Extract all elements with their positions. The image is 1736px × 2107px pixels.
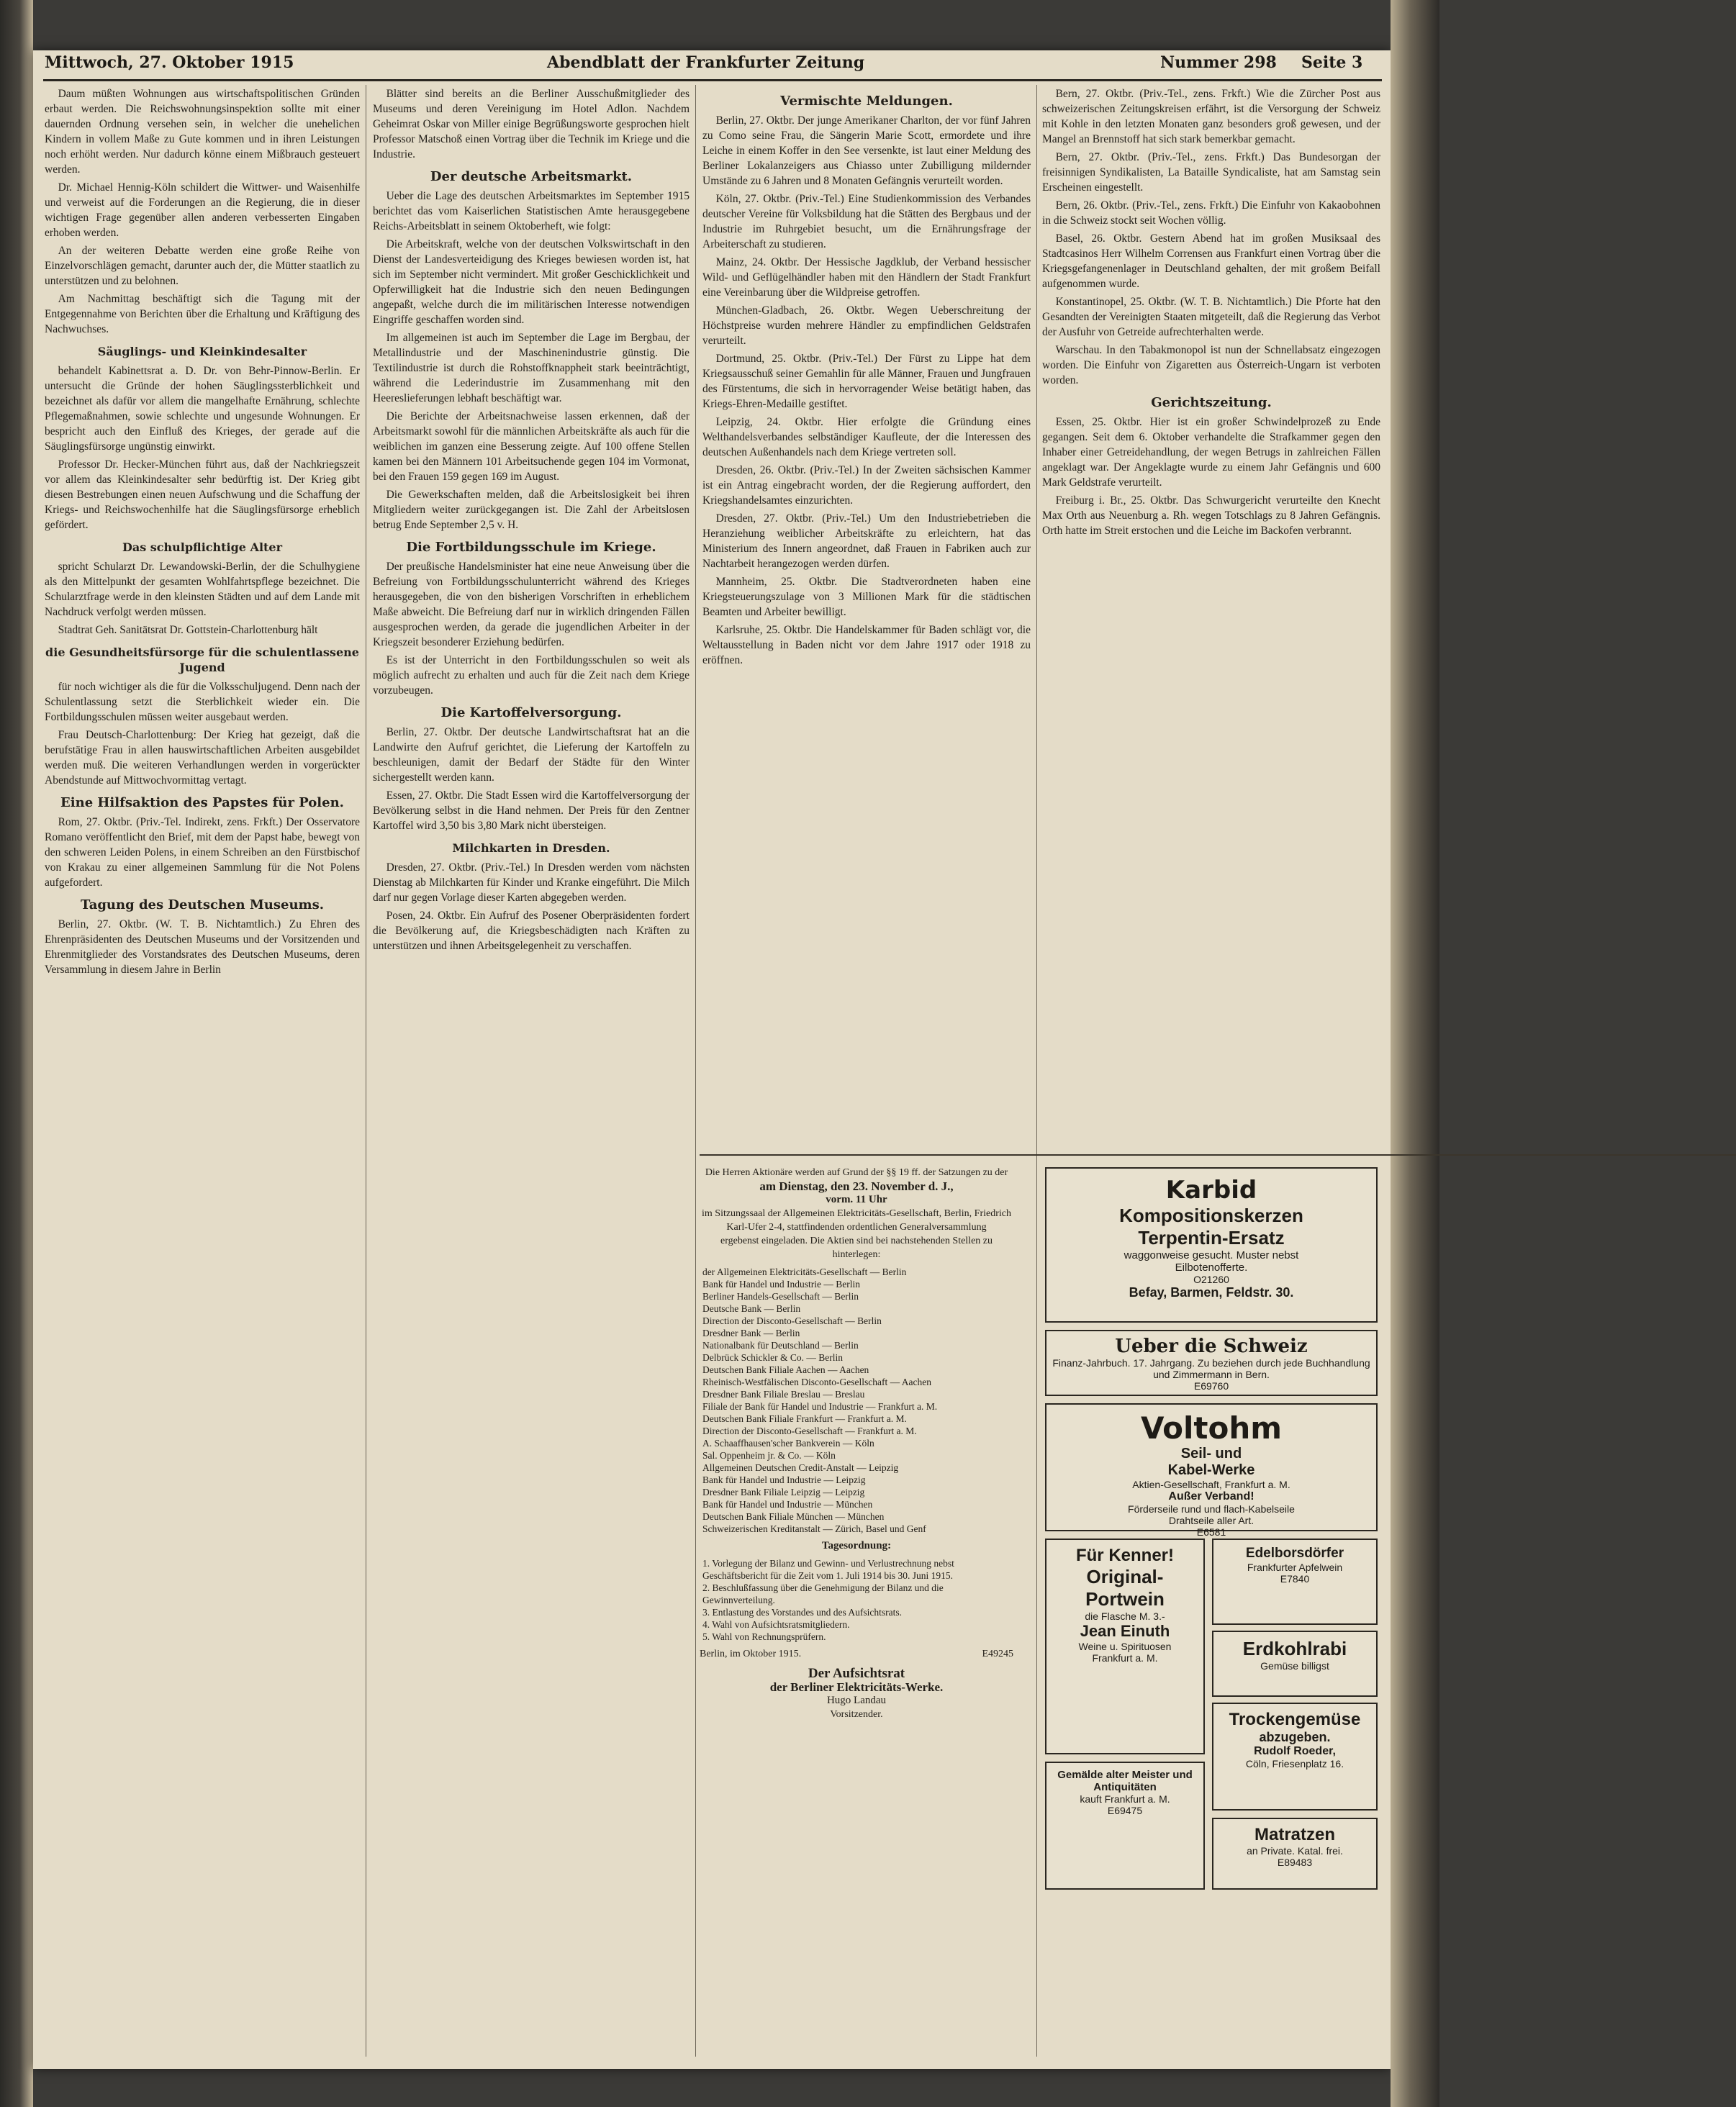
ad-text: Rudolf Roeder,	[1254, 1745, 1336, 1757]
article-headline: Tagung des Deutschen Museums.	[81, 897, 324, 912]
advertisement-edelborsdorfer	[1212, 1539, 1378, 1625]
paragraph: Im allgemeinen ist auch im September die Lage im Bergbau, der Metallindustrie und der Maschinenindustrie günstig. Die Textilindustrie ist durch die Rohstoffknappheit stark beeinträchtigt, während die Lederindustrie im Zusammenhang mit den Heereslieferungen lebhaft beschäftigt war.	[373, 332, 690, 404]
paragraph: Die Arbeitskraft, welche von der deutschen Volkswirtschaft in den Dienst der Landesverteidigung des Krieges bewiesen worden ist, hat sich im September nicht vermindert. Mit großer Geschicklichkeit und Opferwilligkeit hat die Industrie sich den neuen Bedingungen angepaßt, welche durch die im militärischen Interesse notwendigen Eingriffe geschaffen worden sind.	[373, 238, 690, 326]
paragraph: Bern, 27. Oktbr. (Priv.-Tel., zens. Frkft.) Das Bundesorgan der freisinnigen Syndikalisten, La Bataille Syndicaliste, hat am Samstag sein Erscheinen eingestellt.	[1042, 151, 1380, 194]
section-heading: Milchkarten in Dresden.	[452, 841, 610, 855]
ad-code: E6581	[1196, 1526, 1226, 1538]
paragraph: Rom, 27. Oktbr. (Priv.-Tel. Indirekt, zens. Frkft.) Der Osservatore Romano veröffentlicht den Brief, mit dem der Papst habe, bewegt von den schweren Leiden Polens, in einem Schreiben an den Fürstbischof von Krakau zu einer allgemeinen Sammlung für die Not Polens aufgefordert.	[45, 816, 360, 889]
ad-code: O21260	[1193, 1274, 1229, 1285]
paragraph: Die Gewerkschaften melden, daß die Arbeitslosigkeit bei ihren Mitgliedern weiter zurückgegangen ist. Die Zahl der Arbeitslosen betrug Ende September 2,5 v. H.	[373, 489, 690, 531]
header-page: Seite 3	[1301, 53, 1363, 72]
ad-text: abzugeben.	[1259, 1730, 1331, 1744]
shareholders-notice	[700, 1166, 1013, 1885]
paragraph: Berlin, 27. Oktbr. Der deutsche Landwirtschaftsrat hat an die Landwirte den Aufruf gerichtet, die Lieferung der Kartoffeln zu beschleunigen, damit der Bedarf der Städte für den Winter sichergestellt werden kann.	[373, 726, 690, 784]
ad-text: Portwein	[1085, 1588, 1165, 1610]
signer-name: Hugo Landau	[826, 1695, 887, 1706]
paragraph: Freiburg i. Br., 25. Oktbr. Das Schwurgericht verurteilte den Knecht Max Orth aus Neuenburg a. Rh. wegen Totschlags zu 8 Jahren Gefängnis. Orth hatte im Streit erstochen und die Leiche im Backofen verbrannt.	[1042, 494, 1380, 537]
article-headline: Die Fortbildungsschule im Kriege.	[406, 540, 656, 555]
paragraph: München-Gladbach, 26. Oktbr. Wegen Ueberschreitung der Höchstpreise wurden mehrere Händler zu empfindlichen Geldstrafen verurteilt.	[702, 304, 1031, 347]
bank-item: Direction der Disconto-Gesellschaft — Berlin	[702, 1315, 882, 1326]
ad-text: Aktien-Gesellschaft, Frankfurt a. M.	[1132, 1479, 1290, 1490]
column-divider	[695, 85, 696, 2057]
ad-text: Frankfurter Apfelwein	[1247, 1562, 1343, 1573]
bank-item: Schweizerischen Kreditanstalt — Zürich, Basel und Genf	[702, 1523, 926, 1534]
ad-text: Finanz-Jahrbuch. 17. Jahrgang. Zu beziehen durch jede Buchhandlung und Zimmermann in Bern.	[1052, 1357, 1370, 1380]
paragraph: Leipzig, 24. Oktbr. Hier erfolgte die Gründung eines Welthandelsverbandes selbständiger Kaufleute, der die Interessen des deutschen Außenhandels nach dem Kriege vertreten soll.	[702, 416, 1031, 458]
ad-text: Kompositionskerzen	[1119, 1205, 1303, 1226]
paragraph: Dresden, 27. Oktbr. (Priv.-Tel.) Um den Industriebetrieben die Heranziehung weiblicher Arbeitskräfte zu erleichtern, hat das Ministerium des Innern angeordnet, daß Frauen in Fabriken auch zur Nachtarbeit herangezogen werden dürfen.	[702, 512, 1031, 570]
ad-text: an Private. Katal. frei.	[1247, 1845, 1343, 1857]
advertisement-karbid	[1045, 1167, 1378, 1323]
article-headline: Der deutsche Arbeitsmarkt.	[430, 169, 633, 184]
ad-text: Gemüse billigst	[1260, 1660, 1329, 1672]
ad-address: Cöln, Friesenplatz 16.	[1245, 1758, 1344, 1770]
bank-item: Direction der Disconto-Gesellschaft — Frankfurt a. M.	[702, 1426, 917, 1436]
paragraph: Basel, 26. Oktbr. Gestern Abend hat im großen Musiksaal des Stadtcasinos Herr Wilhelm Corrensen aus Frankfurt einen Vortrag über die Kriegsgefangenenlager in Deutschland gehalten, der mit großem Beifall aufgenommen wurde.	[1042, 232, 1380, 290]
article-headline: Gerichtszeitung.	[1151, 395, 1272, 410]
article-headline: Vermischte Meldungen.	[780, 94, 953, 109]
ad-code: E69475	[1107, 1805, 1143, 1816]
agenda-item: 2. Beschlußfassung über die Genehmigung der Bilanz und die Gewinnverteilung.	[702, 1582, 944, 1605]
paragraph: Am Nachmittag beschäftigt sich die Tagung mit der Entgegennahme von Berichten über die Erhaltung und Kräftigung des Nachwuchses.	[45, 293, 360, 335]
section-heading: Das schulpflichtige Alter	[122, 540, 283, 554]
notice-line: Die Herren Aktionäre werden auf Grund der §§ 19 ff. der Satzungen zu der	[705, 1167, 1008, 1178]
ad-headline: Erdkohlrabi	[1242, 1638, 1347, 1659]
paragraph: Daum müßten Wohnungen aus wirtschaftspolitischen Gründen erbaut werden. Die Reichswohnungsinspektion sollte mit einer dauernden Ordnung versehen sein, in welcher die unehelichen Kindern in vollem Maße zu Gute kommen und in ihren Leistungen noch erhöht werden. Nur dadurch könne einem Mißbrauch gesteuert werden.	[45, 88, 360, 176]
book-spine	[0, 0, 33, 2107]
bank-item: A. Schaaffhausen'scher Bankverein — Köln	[702, 1438, 874, 1449]
ad-headline: Für Kenner!	[1075, 1546, 1174, 1565]
paragraph: Dresden, 27. Oktbr. (Priv.-Tel.) In Dresden werden vom nächsten Dienstag ab Milchkarten für Kinder und Kranke eingeführt. Die Milch darf nur gegen Vorlage dieser Karten abgegeben werden.	[373, 861, 690, 904]
header-number: Nummer 298	[1160, 53, 1277, 72]
ad-text: Förderseile rund und flach-Kabelseile	[1128, 1503, 1295, 1515]
paragraph: Frau Deutsch-Charlottenburg: Der Krieg hat gezeigt, daß die berufstätige Frau in allen hauswirtschaftlichen Arbeiten ausgebildet werden muß. Die weiteren Verhandlungen werden in vorgerückter Abendstunde auf Mittwochvormittag vertagt.	[45, 729, 360, 787]
header-date: Mittwoch, 27. Oktober 1915	[45, 53, 294, 72]
header-paper-title: Abendblatt der Frankfurter Zeitung	[547, 53, 865, 72]
signer-company: der Berliner Elektricitäts-Werke.	[769, 1680, 944, 1694]
paragraph: Köln, 27. Oktbr. (Priv.-Tel.) Eine Studienkommission des Verbandes deutscher Vereine für Volksbildung hat die Stätten des Bergbaus und der Industrie im Ruhrgebiet besucht, um die Ernährungsfrage der Arbeiterschaft zu studieren.	[702, 193, 1031, 250]
ad-text: Eilbotenofferte.	[1175, 1261, 1248, 1274]
advertisement-erdkohlrabi	[1212, 1631, 1378, 1697]
agenda-item: 1. Vorlegung der Bilanz und Gewinn- und Verlustrechnung nebst Geschäftsbericht für die Zeit vom 1. Juli 1914 bis 30. Juni 1915.	[702, 1558, 954, 1581]
bank-item: Bank für Handel und Industrie — München	[702, 1499, 873, 1510]
paragraph: Dr. Michael Hennig-Köln schildert die Wittwer- und Waisenhilfe und verweist auf die Forderungen an die Regierung, die in dieser wichtigen Frage gegenüber allen anderen verbesserten Eingaben erhoben werden.	[45, 181, 360, 239]
signer-board: Der Aufsichtsrat	[808, 1666, 905, 1681]
paragraph: Blätter sind bereits an die Berliner Ausschußmitglieder des Museums und deren Vereinigung im Hotel Adlon. Nachdem Geheimrat Oskar von Miller einige Begrüßungsworte gesprochen hielt Professor Matschoß einen Vortrag über die Technik im Kriege und die Industrie.	[373, 88, 690, 160]
bank-item: Nationalbank für Deutschland — Berlin	[702, 1340, 859, 1351]
bank-item: Dresdner Bank Filiale Leipzig — Leipzig	[702, 1487, 865, 1497]
ad-text: Terpentin-Ersatz	[1138, 1227, 1285, 1249]
ad-text: Original-	[1086, 1566, 1164, 1587]
ad-headline: Matratzen	[1254, 1825, 1336, 1844]
paragraph: Der preußische Handelsminister hat eine neue Anweisung über die Befreiung von Fortbildungsschulunterricht während des Krieges herausgegeben, die von den bisherigen Vorschriften in erheblichem Maße abweicht. Die Befreiung darf nur in wirklich dringenden Fällen ausgesprochen werden, da gerade die jugendlichen Arbeiter in der Kriegszeit besonderer Erziehung bedürfen.	[373, 561, 690, 648]
ad-headline: Gemälde alter Meister und Antiquitäten	[1057, 1769, 1193, 1793]
advertisement-gemaelde	[1045, 1762, 1205, 1890]
agenda-list	[700, 1557, 1013, 1643]
ad-text: Seil- und	[1180, 1446, 1242, 1462]
ad-text: Außer Verband!	[1168, 1490, 1254, 1503]
notice-place: Berlin, im Oktober 1915.	[700, 1649, 802, 1659]
article-headline: Eine Hilfsaktion des Papstes für Polen.	[60, 795, 344, 810]
bank-item: Filiale der Bank für Handel und Industrie — Frankfurt a. M.	[702, 1401, 938, 1412]
paragraph: Professor Dr. Hecker-München führt aus, daß der Nachkriegszeit vor allem das Kleinkindesalter sehr bedürftig ist. Der Krieg gibt diesen Bestrebungen einen neuen Aufschwung und die Schaffung der Kriegs- und Reichswochenhilfe hat die Säuglingsfürsorge erheblich gefördert.	[45, 458, 360, 531]
bank-item: Dresdner Bank Filiale Breslau — Breslau	[702, 1389, 865, 1400]
paragraph: Essen, 25. Oktbr. Hier ist ein großer Schwindelprozeß zu Ende gegangen. Seit dem 6. Oktober verhandelte die Strafkammer gegen den Inhaber einer Getreidehandlung, der wegen Betrugs in zahlreichen Fällen angeklagt war. Der Angeklagte wurde zu einem Jahr Gefängnis und 600 Mark Geldstrafe verurteilt.	[1042, 416, 1380, 489]
ad-headline: Karbid	[1165, 1176, 1257, 1205]
column-divider	[1036, 85, 1037, 2057]
paragraph: Stadtrat Geh. Sanitätsrat Dr. Gottstein-Charlottenburg hält	[58, 624, 318, 636]
paragraph: Ueber die Lage des deutschen Arbeitsmarktes im September 1915 berichtet das vom Kaiserlichen Statistischen Amte herausgegebene Reichs-Arbeitsblatt in seinem Oktoberheft, wie folgt:	[373, 190, 690, 232]
article-headline: Die Kartoffelversorgung.	[440, 705, 622, 720]
advertisement-voltohm	[1045, 1403, 1378, 1538]
bank-item: Sal. Oppenheim jr. & Co. — Köln	[702, 1450, 836, 1461]
ad-address: Befay, Barmen, Feldstr. 30.	[1129, 1285, 1294, 1300]
column-1	[45, 86, 360, 2058]
paragraph: behandelt Kabinettsrat a. D. Dr. von Behr-Pinnow-Berlin. Er untersucht die Gründe der hohen Säuglingssterblichkeit und bezeichnet als dafür vor allem die mangelhafte Ernährung, schlechte Pflegemaßnahmen, sowie schlechte und ungesunde Wohnungen. Er bespricht auch den Einfluß des Krieges, der gerade auf die Säuglingsfürsorge ungünstig einwirkt.	[45, 365, 360, 453]
paragraph: Mainz, 24. Oktbr. Der Hessische Jagdklub, der Verband hessischer Wild- und Geflügelhändler haben mit den Händlern der Stadt Frankfurt eine Vereinbarung über die Wildpreise getroffen.	[702, 256, 1031, 299]
bank-item: Allgemeinen Deutschen Credit-Anstalt — Leipzig	[702, 1462, 899, 1473]
section-heading: Säuglings- und Kleinkindesalter	[97, 345, 307, 358]
ad-text: kauft Frankfurt a. M.	[1080, 1793, 1170, 1805]
notice-date: am Dienstag, den 23. November d. J.,	[759, 1179, 954, 1193]
agenda-item: 3. Entlastung des Vorstandes und des Aufsichtsrats.	[702, 1607, 902, 1618]
ad-text: Frankfurt a. M.	[1092, 1652, 1158, 1664]
advertisement-schweiz	[1045, 1330, 1378, 1396]
bank-item: Deutschen Bank Filiale Aachen — Aachen	[702, 1364, 869, 1375]
ad-code: E69760	[1193, 1380, 1229, 1392]
paragraph: Es ist der Unterricht in den Fortbildungsschulen so weit als möglich aufrecht zu erhalten und auch für die Zeit nach dem Kriege vorzubeugen.	[373, 654, 690, 697]
paragraph: Berlin, 27. Oktbr. (W. T. B. Nichtamtlich.) Zu Ehren des Ehrenpräsidenten des Deutschen Museums und der Vorsitzenden und Ehrenmitglieder des Vorstandsrates des Deutschen Museums, deren Versammlung in diesem Jahre in Berlin	[45, 918, 360, 976]
ad-text: Weine u. Spirituosen	[1078, 1641, 1172, 1652]
bank-item: Bank für Handel und Industrie — Berlin	[702, 1279, 860, 1290]
paragraph: für noch wichtiger als die für die Volksschuljugend. Denn nach der Schulentlassung setzt die Sterblichkeit wieder ein. Die Fortbildungsschulen müssen weiter ausgebaut werden.	[45, 681, 360, 723]
bank-item: Rheinisch-Westfälischen Disconto-Gesellschaft — Aachen	[702, 1377, 931, 1387]
bank-item: Bank für Handel und Industrie — Leipzig	[702, 1474, 866, 1485]
bank-item: Delbrück Schickler & Co. — Berlin	[702, 1352, 843, 1363]
bank-item: der Allgemeinen Elektricitäts-Gesellschaft — Berlin	[702, 1267, 907, 1277]
bank-list	[700, 1266, 1013, 1535]
page-edge-shadow	[1391, 0, 1439, 2107]
paragraph: Konstantinopel, 25. Oktbr. (W. T. B. Nichtamtlich.) Die Pforte hat den Gesandten der Vereinigten Staaten mitgeteilt, daß die Regierung das Verbot der Ausfuhr von Getreide aufrechterhalten werde.	[1042, 296, 1380, 338]
ad-headline: Trockengemüse	[1229, 1710, 1361, 1729]
advertisement-trockengemuese	[1212, 1703, 1378, 1811]
notice-line: im Sitzungssaal der Allgemeinen Elektricitäts-Gesellschaft, Berlin, Friedrich Karl-Ufer 2-4, stattfindenden ordentlichen Generalversammlung	[702, 1208, 1011, 1233]
signer-role: Vorsitzender.	[830, 1709, 883, 1720]
notice-code: E49245	[982, 1649, 1013, 1659]
paragraph: Bern, 26. Oktbr. (Priv.-Tel., zens. Frkft.) Die Einfuhr von Kakaobohnen in die Schweiz stockt seit Wochen völlig.	[1042, 199, 1380, 227]
ad-headline: Ueber die Schweiz	[1115, 1336, 1308, 1357]
column-3	[702, 86, 1031, 1144]
ad-text: waggonweise gesucht. Muster nebst	[1124, 1249, 1299, 1261]
bank-item: Dresdner Bank — Berlin	[702, 1328, 800, 1338]
ad-text: Jean Einuth	[1080, 1622, 1170, 1640]
ad-text: Kabel-Werke	[1167, 1462, 1255, 1478]
paragraph: Karlsruhe, 25. Oktbr. Die Handelskammer für Baden schlägt vor, die Weltausstellung in Baden nicht vor dem Jahre 1917 oder 1918 zu eröffnen.	[702, 624, 1031, 666]
bank-item: Deutschen Bank Filiale München — München	[702, 1511, 885, 1522]
ad-text: Drahtseile aller Art.	[1168, 1515, 1254, 1526]
paragraph: Posen, 24. Oktbr. Ein Aufruf des Posener Oberpräsidenten fordert die Bevölkerung auf, die Kriegsbeschädigten nach Kräften zu unterstützen und ihnen Arbeitsgelegenheit zu verschaffen.	[373, 910, 690, 952]
header-rule	[43, 79, 1382, 81]
section-heading: die Gesundheitsfürsorge für die schulentlassene Jugend	[45, 645, 359, 674]
paragraph: spricht Schularzt Dr. Lewandowski-Berlin, der die Schulhygiene als den Mittelpunkt der gesamten Wohlfahrtspflege bezeichnet. Die Schularztfrage werde in den kleinsten Städten und auf dem Lande mit Nachdruck verfolgt werden müssen.	[45, 561, 360, 618]
notice-time: vorm. 11 Uhr	[826, 1194, 887, 1205]
paragraph: Essen, 27. Oktbr. Die Stadt Essen wird die Kartoffelversorgung der Bevölkerung selbst in die Hand nehmen. Der Preis für den Zentner Kartoffel wird 3,50 bis 3,80 Mark nicht übersteigen.	[373, 789, 690, 832]
agenda-item: 4. Wahl von Aufsichtsratsmitgliedern.	[702, 1619, 850, 1630]
ad-headline: Voltohm	[1140, 1410, 1283, 1446]
ad-text: die Flasche M. 3.-	[1085, 1610, 1165, 1622]
advertisement-portwein	[1045, 1539, 1205, 1754]
ad-code: E89483	[1277, 1857, 1313, 1868]
advertisement-matratzen	[1212, 1818, 1378, 1890]
paragraph: An der weiteren Debatte werden eine große Reihe von Einzelvorschlägen gemacht, darunter auch der, die Mütter staatlich zu unterstützen und zu belohnen.	[45, 245, 360, 287]
bank-item: Deutschen Bank Filiale Frankfurt — Frankfurt a. M.	[702, 1413, 907, 1424]
agenda-item: 5. Wahl von Rechnungsprüfern.	[702, 1631, 826, 1642]
paragraph: Dortmund, 25. Oktbr. (Priv.-Tel.) Der Fürst zu Lippe hat dem Kriegsausschuß seiner Gemahlin für alle Männer, Frauen und Jungfrauen des Fürstentums, die sich in hervorragender Weise betätigt haben, das Kriegs-Ehren-Medaille gestiftet.	[702, 353, 1031, 410]
paragraph: Dresden, 26. Oktbr. (Priv.-Tel.) In der Zweiten sächsischen Kammer ist ein Antrag eingebracht worden, der die Regierung auffordert, den Kriegshandelsamtes einzurichten.	[702, 464, 1031, 507]
column-2	[373, 86, 690, 2058]
paragraph: Bern, 27. Oktbr. (Priv.-Tel., zens. Frkft.) Wie die Zürcher Post aus schweizerischen Zeitungskreisen erfährt, ist die Versorgung der Schweiz mit Kohle in den letzten Monaten ganz besonders groß gewesen, und der Mangel an Brennstoff hat sich stark bemerkbar gemacht.	[1042, 88, 1380, 145]
notice-line: ergebenst eingeladen. Die Aktien sind bei nachstehenden Stellen zu hinterlegen:	[720, 1236, 993, 1260]
paragraph: Warschau. In den Tabakmonopol ist nun der Schnellabsatz eingezogen worden. Die Einfuhr von Zigaretten aus Österreich-Ungarn ist verboten worden.	[1042, 344, 1380, 386]
ad-code: E7840	[1280, 1573, 1310, 1585]
ad-headline: Edelborsdörfer	[1245, 1546, 1344, 1561]
bank-item: Deutsche Bank — Berlin	[702, 1303, 801, 1314]
advertisement-divider	[700, 1154, 1736, 1156]
paragraph: Mannheim, 25. Oktbr. Die Stadtverordneten haben eine Kriegsteuerungszulage von 3 Millionen Mark für die städtischen Beamten und Arbeiter bewilligt.	[702, 576, 1031, 618]
column-4	[1042, 86, 1380, 1144]
agenda-title: Tagesordnung:	[821, 1540, 892, 1551]
bank-item: Berliner Handels-Gesellschaft — Berlin	[702, 1291, 859, 1302]
paragraph: Die Berichte der Arbeitsnachweise lassen erkennen, daß der Arbeitsmarkt sowohl für die männlichen Arbeitskräfte als auch für die weiblichen im ganzen eine Besserung zeigte. Auf 100 offene Stellen kamen bei den Männern 101 Arbeitsuchende gegen 104 im Vormonat, bei den Frauen 159 gegen 169 im August.	[373, 410, 690, 483]
paragraph: Berlin, 27. Oktbr. Der junge Amerikaner Charlton, der vor fünf Jahren zu Como seine Frau, die Sängerin Marie Scott, ermordete und ihre Leiche in einem Koffer in den See versenkte, ist laut einer Meldung des Berliner Lokalanzeigers aus Chiasso unter Zubilligung mildernder Umstände zu 6 Jahren und 8 Monaten Gefängnis verurteilt worden.	[702, 114, 1031, 187]
